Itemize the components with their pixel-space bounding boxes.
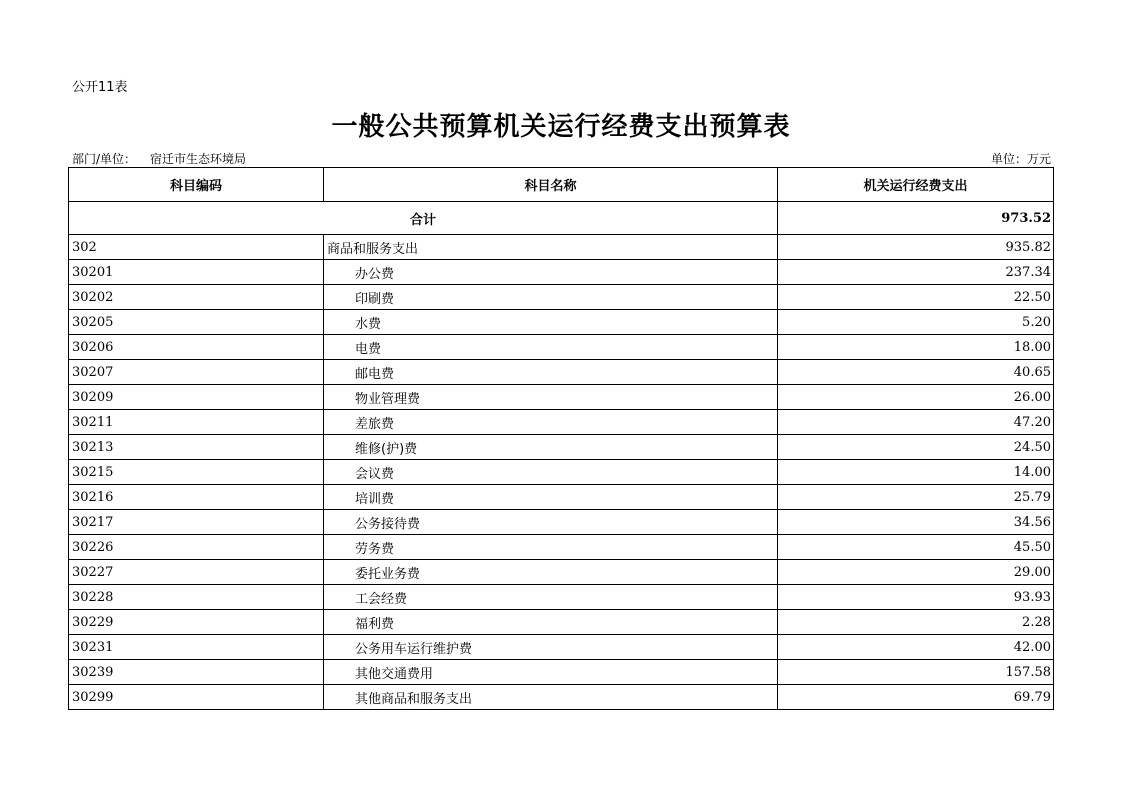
row-name: 劳务费 bbox=[324, 535, 778, 560]
table-row bbox=[69, 685, 1054, 710]
row-name: 公务用车运行维护费 bbox=[324, 635, 778, 660]
header-name: 科目名称 bbox=[324, 168, 778, 202]
table-row bbox=[69, 385, 1054, 410]
row-amount: 24.50 bbox=[778, 435, 1054, 460]
row-amount: 157.58 bbox=[778, 660, 1054, 685]
row-name: 办公费 bbox=[324, 260, 778, 285]
row-code: 30231 bbox=[69, 635, 324, 660]
row-code: 30207 bbox=[69, 360, 324, 385]
table-row bbox=[69, 535, 1054, 560]
row-amount: 93.93 bbox=[778, 585, 1054, 610]
table-row bbox=[69, 260, 1054, 285]
row-code: 30209 bbox=[69, 385, 324, 410]
row-amount: 935.82 bbox=[778, 235, 1054, 260]
table-row bbox=[69, 285, 1054, 310]
row-name: 物业管理费 bbox=[324, 385, 778, 410]
table-row bbox=[69, 235, 1054, 260]
row-amount: 5.20 bbox=[778, 310, 1054, 335]
row-name: 公务接待费 bbox=[324, 510, 778, 535]
table-row bbox=[69, 610, 1054, 635]
row-amount: 69.79 bbox=[778, 685, 1054, 710]
row-amount: 25.79 bbox=[778, 485, 1054, 510]
row-code: 30206 bbox=[69, 335, 324, 360]
table-row bbox=[69, 410, 1054, 435]
row-name: 会议费 bbox=[324, 460, 778, 485]
row-code: 30201 bbox=[69, 260, 324, 285]
row-code: 30213 bbox=[69, 435, 324, 460]
row-name: 委托业务费 bbox=[324, 560, 778, 585]
table-row bbox=[69, 560, 1054, 585]
row-name: 商品和服务支出 bbox=[324, 235, 778, 260]
row-code: 30229 bbox=[69, 610, 324, 635]
row-code: 302 bbox=[69, 235, 324, 260]
row-code: 30211 bbox=[69, 410, 324, 435]
table-row bbox=[69, 485, 1054, 510]
row-code: 30228 bbox=[69, 585, 324, 610]
department-label: 部门/单位： bbox=[72, 152, 137, 166]
row-amount: 237.34 bbox=[778, 260, 1054, 285]
row-name: 维修(护)费 bbox=[324, 435, 778, 460]
row-name: 电费 bbox=[324, 335, 778, 360]
table-row bbox=[69, 510, 1054, 535]
total-label: 合计 bbox=[69, 202, 778, 235]
row-amount: 45.50 bbox=[778, 535, 1054, 560]
row-name: 其他商品和服务支出 bbox=[324, 685, 778, 710]
row-code: 30215 bbox=[69, 460, 324, 485]
row-amount: 14.00 bbox=[778, 460, 1054, 485]
department-name: 宿迁市生态环境局 bbox=[150, 152, 247, 166]
row-amount: 18.00 bbox=[778, 335, 1054, 360]
row-name: 水费 bbox=[324, 310, 778, 335]
row-code: 30202 bbox=[69, 285, 324, 310]
department-line bbox=[72, 150, 246, 167]
row-amount: 42.00 bbox=[778, 635, 1054, 660]
table-row bbox=[69, 335, 1054, 360]
unit-label: 单位：万元 bbox=[990, 152, 1051, 166]
row-code: 30205 bbox=[69, 310, 324, 335]
table-row bbox=[69, 360, 1054, 385]
row-name: 福利费 bbox=[324, 610, 778, 635]
row-name: 培训费 bbox=[324, 485, 778, 510]
row-amount: 2.28 bbox=[778, 610, 1054, 635]
row-amount: 26.00 bbox=[778, 385, 1054, 410]
row-name: 工会经费 bbox=[324, 585, 778, 610]
row-name: 其他交通费用 bbox=[324, 660, 778, 685]
table-row bbox=[69, 635, 1054, 660]
header-code: 科目编码 bbox=[69, 168, 324, 202]
row-code: 30299 bbox=[69, 685, 324, 710]
total-row bbox=[69, 202, 1054, 235]
row-name: 印刷费 bbox=[324, 285, 778, 310]
row-amount: 22.50 bbox=[778, 285, 1054, 310]
row-code: 30239 bbox=[69, 660, 324, 685]
row-code: 30226 bbox=[69, 535, 324, 560]
row-name: 差旅费 bbox=[324, 410, 778, 435]
row-name: 邮电费 bbox=[324, 360, 778, 385]
table-number: 公开11表 bbox=[72, 80, 128, 95]
total-amount: 973.52 bbox=[778, 202, 1054, 235]
header-row bbox=[69, 168, 1054, 202]
row-amount: 34.56 bbox=[778, 510, 1054, 535]
table-row bbox=[69, 660, 1054, 685]
budget-table bbox=[68, 167, 1054, 710]
row-code: 30227 bbox=[69, 560, 324, 585]
page-title: 一般公共预算机关运行经费支出预算表 bbox=[331, 112, 791, 142]
table-row bbox=[69, 310, 1054, 335]
row-amount: 47.20 bbox=[778, 410, 1054, 435]
table-row bbox=[69, 435, 1054, 460]
table-row bbox=[69, 460, 1054, 485]
row-code: 30217 bbox=[69, 510, 324, 535]
row-code: 30216 bbox=[69, 485, 324, 510]
row-amount: 29.00 bbox=[778, 560, 1054, 585]
header-amount: 机关运行经费支出 bbox=[778, 168, 1054, 202]
table-row bbox=[69, 585, 1054, 610]
row-amount: 40.65 bbox=[778, 360, 1054, 385]
